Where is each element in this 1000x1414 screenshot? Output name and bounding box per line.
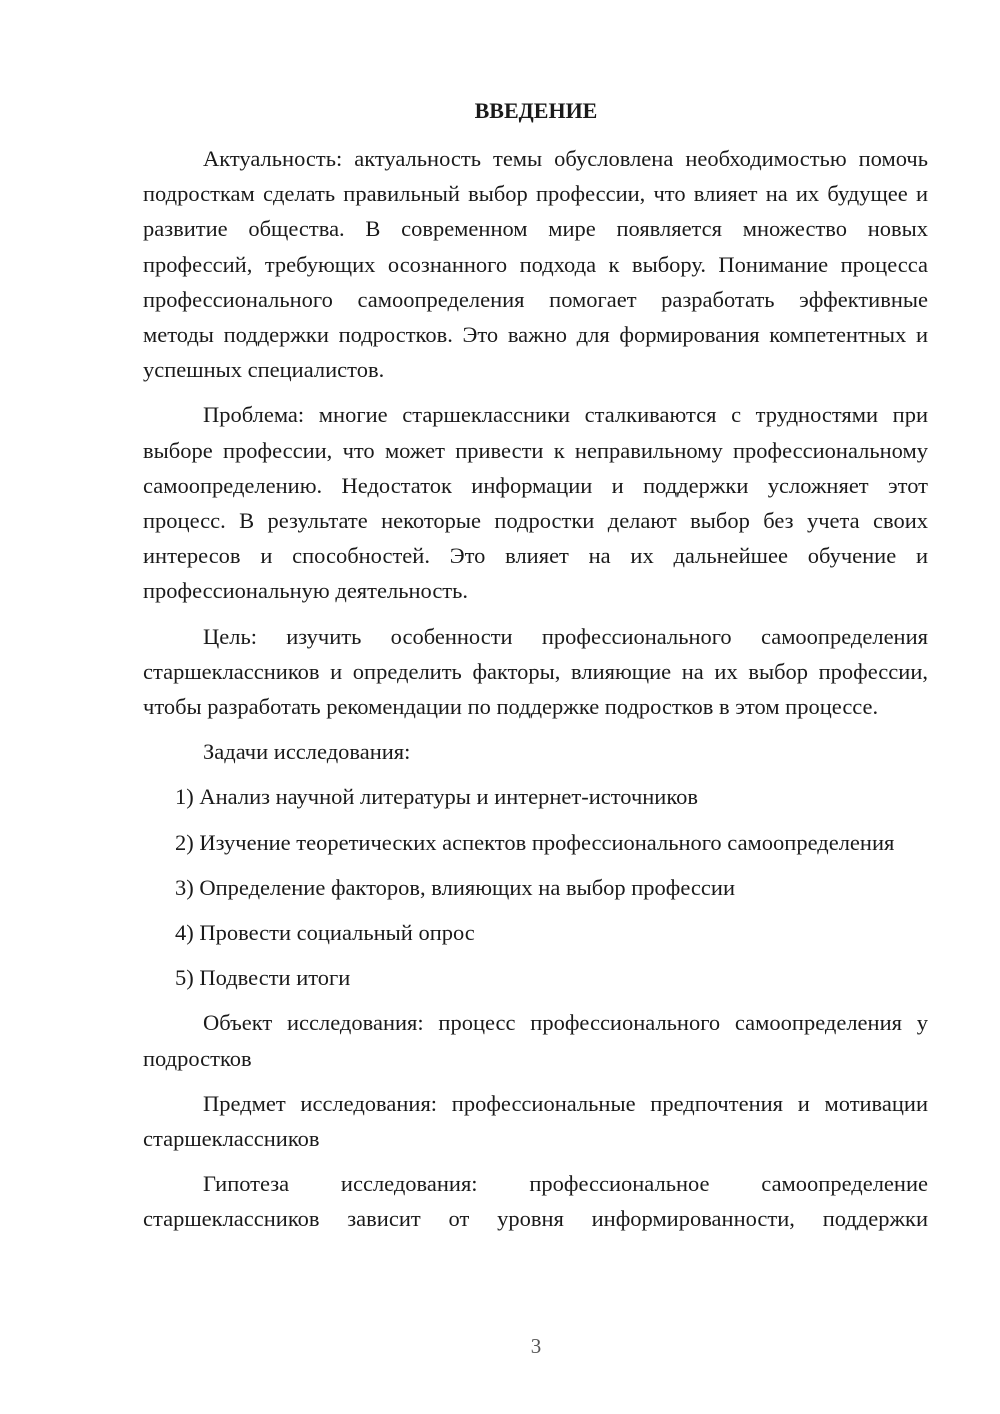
task-item-4: 4) Провести социальный опрос xyxy=(175,920,475,946)
task-item-5: 5) Подвести итоги xyxy=(175,965,351,991)
task-item-1: 1) Анализ научной литературы и интернет-источников xyxy=(175,784,699,810)
page-number: 3 xyxy=(530,1334,542,1358)
paragraph-problem: Проблема: многие старшеклассники сталкиваются с трудностями при выборе профессии, что может привести к неправильному профессиональному самоопределению. Недостаток информации и поддержки усложняет этот процесс. В результате некоторые подростки делают выбор без учета своих интересов и способностей. Это влияет на их дальнейшее обучение и профессиональную деятельность. xyxy=(143,402,928,604)
paragraph-object: Объект исследования: процесс профессионального самоопределения у подростков xyxy=(143,1010,928,1071)
paragraph-goal: Цель: изучить особенности профессионального самоопределения старшеклассников и определить факторы, влияющие на их выбор профессии, чтобы разработать рекомендации по поддержке подростков в этом процессе. xyxy=(143,623,928,720)
paragraph-hypothesis: Гипотеза исследования: профессиональное самоопределение старшеклассников зависит от уровня информированности, поддержки xyxy=(143,1171,928,1232)
tasks-heading: Задачи исследования: xyxy=(203,739,411,765)
paragraph-relevance: Актуальность: актуальность темы обусловлена необходимостью помочь подросткам сделать правильный выбор профессии, что влияет на их будущее и развитие общества. В современном мире появляется множество новых профессий, требующих осознанного подхода к выбору. Понимание процесса профессионального самоопределения помогает разработать эффективные методы поддержки подростков. Это важно для формирования компетентных и успешных специалистов. xyxy=(143,146,928,383)
page-title: ВВЕДЕНИЕ xyxy=(474,98,598,123)
task-item-3: 3) Определение факторов, влияющих на выбор профессии xyxy=(175,874,735,900)
task-item-2: 2) Изучение теоретических аспектов профессионального самоопределения xyxy=(175,829,895,855)
paragraph-subject: Предмет исследования: профессиональные предпочтения и мотивации старшеклассников xyxy=(143,1090,928,1152)
document-body xyxy=(143,141,928,1247)
